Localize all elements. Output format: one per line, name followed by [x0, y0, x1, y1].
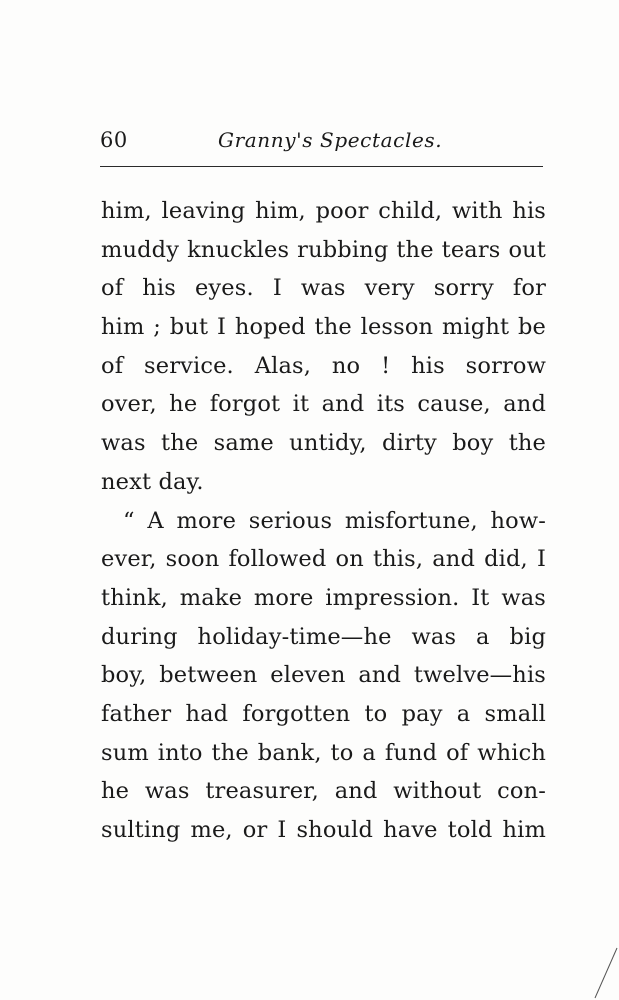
body-text	[101, 192, 546, 850]
text-line: ever, soon followed on this, and did, I	[101, 546, 546, 573]
text-line: over, he forgot it and its cause, and	[101, 391, 546, 418]
text-line: of service. Alas, no ! his sorrow	[101, 352, 546, 379]
text-line: he was treasurer, and without con-	[101, 778, 546, 805]
header-rule	[100, 166, 543, 167]
text-line: muddy knuckles rubbing the tears out	[101, 236, 546, 263]
page-number: 60	[100, 128, 128, 152]
text-line: sulting me, or I should have told him	[101, 817, 546, 843]
running-title: Granny's Spectacles.	[218, 128, 443, 152]
text-line: sum into the bank, to a fund of which	[101, 739, 546, 766]
text-line: think, make more impression. It was	[101, 584, 546, 611]
text-line: was the same untidy, dirty boy the	[101, 430, 546, 457]
text-line: “ A more serious misfortune, how-	[123, 507, 546, 534]
text-line: of his eyes. I was very sorry for	[101, 275, 546, 302]
text-line: him ; but I hoped the lesson might be	[101, 314, 546, 341]
running-head	[100, 128, 545, 160]
text-line: during holiday-time—he was a big	[101, 623, 546, 650]
text-line: him, leaving him, poor child, with his	[101, 198, 546, 224]
text-line: next day.	[101, 468, 204, 495]
text-line: boy, between eleven and twelve—his	[101, 662, 546, 689]
text-line: father had forgotten to pay a small	[101, 700, 546, 727]
page-corner-mark	[589, 940, 619, 1000]
